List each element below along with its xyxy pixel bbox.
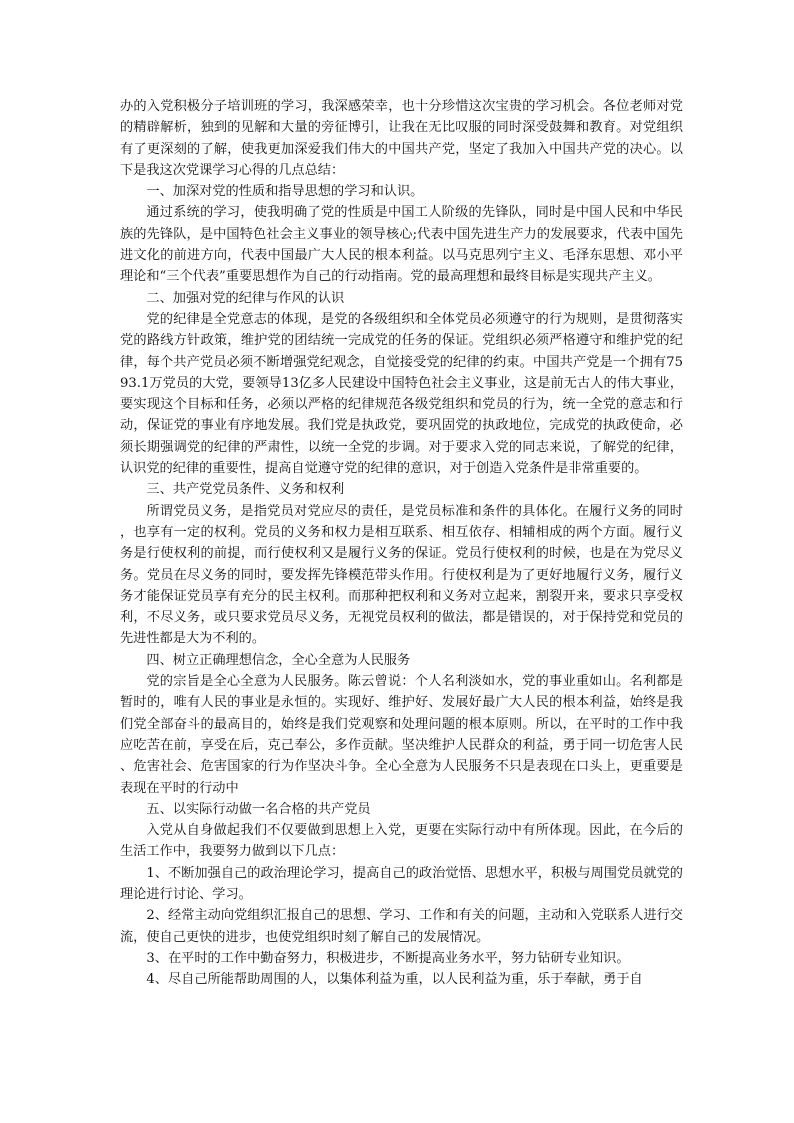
section-1-paragraph: 通过系统的学习，使我明确了党的性质是中国工人阶级的先锋队，同时是中国人民和中华民族的先锋队，是中国特色社会主义事业的领导核心;代表中国先进生产力的发展要求，代表中国先进文化的前进方向，代表中国最广大人民的根本利益。以马克思列宁主义、毛泽东思想、邓小平理论和“三个代表”重要思想作为自己的行动指南。党的最高理想和最终目标是实现共产主义。 (120, 205, 683, 285)
section-5-paragraph: 入党从自身做起我们不仅要做到思想上入党，更要在实际行动中有所体现。因此，在今后的生活工作中，我要努力做到以下几点： (120, 823, 683, 860)
section-3-paragraph: 所谓党员义务，是指党员对党应尽的责任，是党员标准和条件的具体化。在履行义务的同时，也享有一定的权利。党员的义务和权力是相互联系、相互依存、相辅相成的两个方面。履行义务是行使权利的前提，而行使权利又是履行义务的保证。党员行使权利的时候，也是在为党尽义务。党员在尽义务的同时，要发挥先锋模范带头作用。行使权利是为了更好地履行义务，履行义务才能保证党员享有充分的民主权利。而那种把权利和义务对立起来，割裂开来，要求只享受权利，不尽义务，或只要求党员尽义务，无视党员权利的做法，都是错误的，对于保持党和党员的先进性都是大为不利的。 (120, 503, 683, 647)
list-item-1: 1、不断加强自己的政治理论学习，提高自己的政治觉悟、思想水平，积极与周围党员就党的理论进行讨论、学习。 (120, 865, 683, 902)
section-4-paragraph: 党的宗旨是全心全意为人民服务。陈云曾说：个人名利淡如水，党的事业重如山。名利都是暂时的，唯有人民的事业是永恒的。实现好、维护好、发展好最广大人民的根本利益，始终是我们党全部奋斗的最高目的，始终是我们党观察和处理问题的根本原则。所以，在平时的工作中我应吃苦在前，享受在后，克己奉公，多作贡献。坚决维护人民群众的利益，勇于同一切危害人民、危害社会、危害国家的行为作坚决斗争。全心全意为人民服务不只是表现在口头上，更重要是表现在平时的行动中 (120, 674, 683, 796)
section-2-heading: 二、加强对党的纪律与作风的认识 (146, 290, 345, 306)
section-2-paragraph: 党的纪律是全党意志的体现，是党的各级组织和全体党员必须遵守的行为规则，是贯彻落实党的路线方针政策，维护党的团结统一完成党的任务的保证。党组织必须严格遵守和维护党的纪律，每个共产党员必须不断增强党纪观念，自觉接受党的纪律的约束。中国共产党是一个拥有7593.1万党员的大党，要领导13亿多人民建设中国特色社会主义事业，这是前无古人的伟大事业，要实现这个目标和任务，必须以严格的纪律规范各级党组织和党员的行为，统一全党的意志和行动，保证党的事业有序地发展。我们党是执政党，要巩固党的执政地位，完成党的执政使命，必须长期强调党的纪律的严肃性，以统一全党的步调。对于要求入党的同志来说，了解党的纪律，认识党的纪律的重要性，提高自觉遵守党的纪律的意识，对于创造入党条件是非常重要的。 (120, 311, 683, 477)
intro-paragraph: 办的入党积极分子培训班的学习，我深感荣幸，也十分珍惜这次宝贵的学习机会。各位老师对党的精辟解析，独到的见解和大量的旁征博引，让我在无比叹服的同时深受鼓舞和教育。对党组织有了更深刻的了解，使我更加深爱我们伟大的中国共产党，坚定了我加入中国共产党的决心。以下是我这次党课学习心得的几点总结： (120, 99, 683, 178)
document-body (120, 96, 683, 990)
section-4-heading: 四、树立正确理想信念，全心全意为人民服务 (146, 652, 411, 668)
list-item-4: 4、尽自己所能帮助周围的人，以集体利益为重，以人民利益为重，乐于奉献，勇于自 (146, 972, 643, 988)
section-1-heading: 一、加深对党的性质和指导思想的学习和认识。 (146, 184, 424, 200)
section-3-heading: 三、共产党党员条件、义务和权利 (146, 482, 345, 498)
section-5-heading: 五、以实际行动做一名合格的共产党员 (146, 801, 371, 817)
list-item-3: 3、在平时的工作中勤奋努力，积极进步，不断提高业务水平，努力钻研专业知识。 (146, 950, 630, 966)
list-item-2: 2、经常主动向党组织汇报自己的思想、学习、工作和有关的问题，主动和入党联系人进行交流，使自己更快的进步，也使党组织时刻了解自己的发展情况。 (120, 908, 683, 945)
